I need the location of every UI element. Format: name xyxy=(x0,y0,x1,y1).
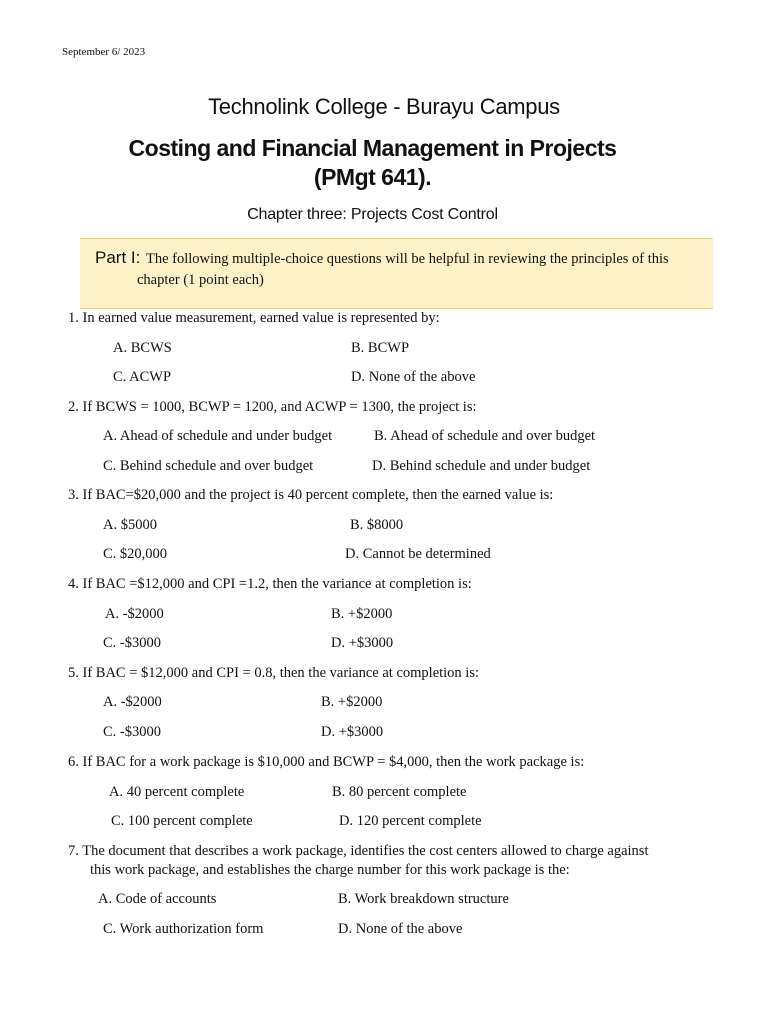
q4-option-a: A. -$2000 xyxy=(105,606,164,622)
course-title-line2: (PMgt 641). xyxy=(313,164,432,190)
question-7-line1: 7. The document that describes a work package, identifies the cost centers allowed to charge against xyxy=(68,843,649,859)
question-1: 1. In earned value measurement, earned value is represented by: xyxy=(68,310,440,326)
course-title xyxy=(0,134,745,192)
q4-option-d: D. +$3000 xyxy=(331,635,394,651)
q2-option-b: B. Ahead of schedule and over budget xyxy=(374,428,596,444)
q6-option-b: B. 80 percent complete xyxy=(332,784,467,800)
chapter-title: Chapter three: Projects Cost Control xyxy=(247,206,498,223)
course-title-line1: Costing and Financial Management in Projects xyxy=(128,135,617,161)
q3-option-b: B. $8000 xyxy=(350,517,404,533)
q2-option-d: D. Behind schedule and under budget xyxy=(372,458,591,474)
q1-option-c: C. ACWP xyxy=(113,369,172,385)
q5-option-a: A. -$2000 xyxy=(103,694,162,710)
q5-option-b: B. +$2000 xyxy=(321,694,383,710)
q2-option-a: A. Ahead of schedule and under budget xyxy=(103,428,333,444)
q7-option-d: D. None of the above xyxy=(338,921,463,937)
part-instructions-box xyxy=(80,238,713,309)
q5-option-d: D. +$3000 xyxy=(321,724,384,740)
part-instructions-line2: chapter (1 point each) xyxy=(137,272,264,288)
question-4: 4. If BAC =$12,000 and CPI =1.2, then the variance at completion is: xyxy=(68,576,472,592)
q1-option-b: B. BCWP xyxy=(351,340,410,356)
document-date: September 6/ 2023 xyxy=(62,46,146,58)
q4-option-c: C. -$3000 xyxy=(103,635,161,651)
q6-option-a: A. 40 percent complete xyxy=(109,784,245,800)
question-2: 2. If BCWS = 1000, BCWP = 1200, and ACWP = 1300, the project is: xyxy=(68,399,477,415)
part-label: Part I: xyxy=(95,248,141,267)
q7-option-a: A. Code of accounts xyxy=(98,891,217,907)
q1-option-a: A. BCWS xyxy=(113,340,172,356)
question-5: 5. If BAC = $12,000 and CPI = 0.8, then the variance at completion is: xyxy=(68,665,480,681)
q5-option-c: C. -$3000 xyxy=(103,724,161,740)
q3-option-c: C. $20,000 xyxy=(103,546,168,562)
q7-option-c: C. Work authorization form xyxy=(103,921,264,937)
college-name: Technolink College - Burayu Campus xyxy=(208,94,560,119)
question-6: 6. If BAC for a work package is $10,000 and BCWP = $4,000, then the work package is: xyxy=(68,754,585,770)
question-3: 3. If BAC=$20,000 and the project is 40 percent complete, then the earned value is: xyxy=(68,487,554,503)
q3-option-a: A. $5000 xyxy=(103,517,157,533)
question-7-line2: this work package, and establishes the charge number for this work package is the: xyxy=(90,862,570,878)
part-instructions-line1: The following multiple-choice questions will be helpful in reviewing the principles of this xyxy=(146,251,669,267)
q6-option-d: D. 120 percent complete xyxy=(339,813,482,829)
q7-option-b: B. Work breakdown structure xyxy=(338,891,509,907)
q6-option-c: C. 100 percent complete xyxy=(111,813,253,829)
q3-option-d: D. Cannot be determined xyxy=(345,546,491,562)
q4-option-b: B. +$2000 xyxy=(331,606,393,622)
q2-option-c: C. Behind schedule and over budget xyxy=(103,458,314,474)
q1-option-d: D. None of the above xyxy=(351,369,476,385)
